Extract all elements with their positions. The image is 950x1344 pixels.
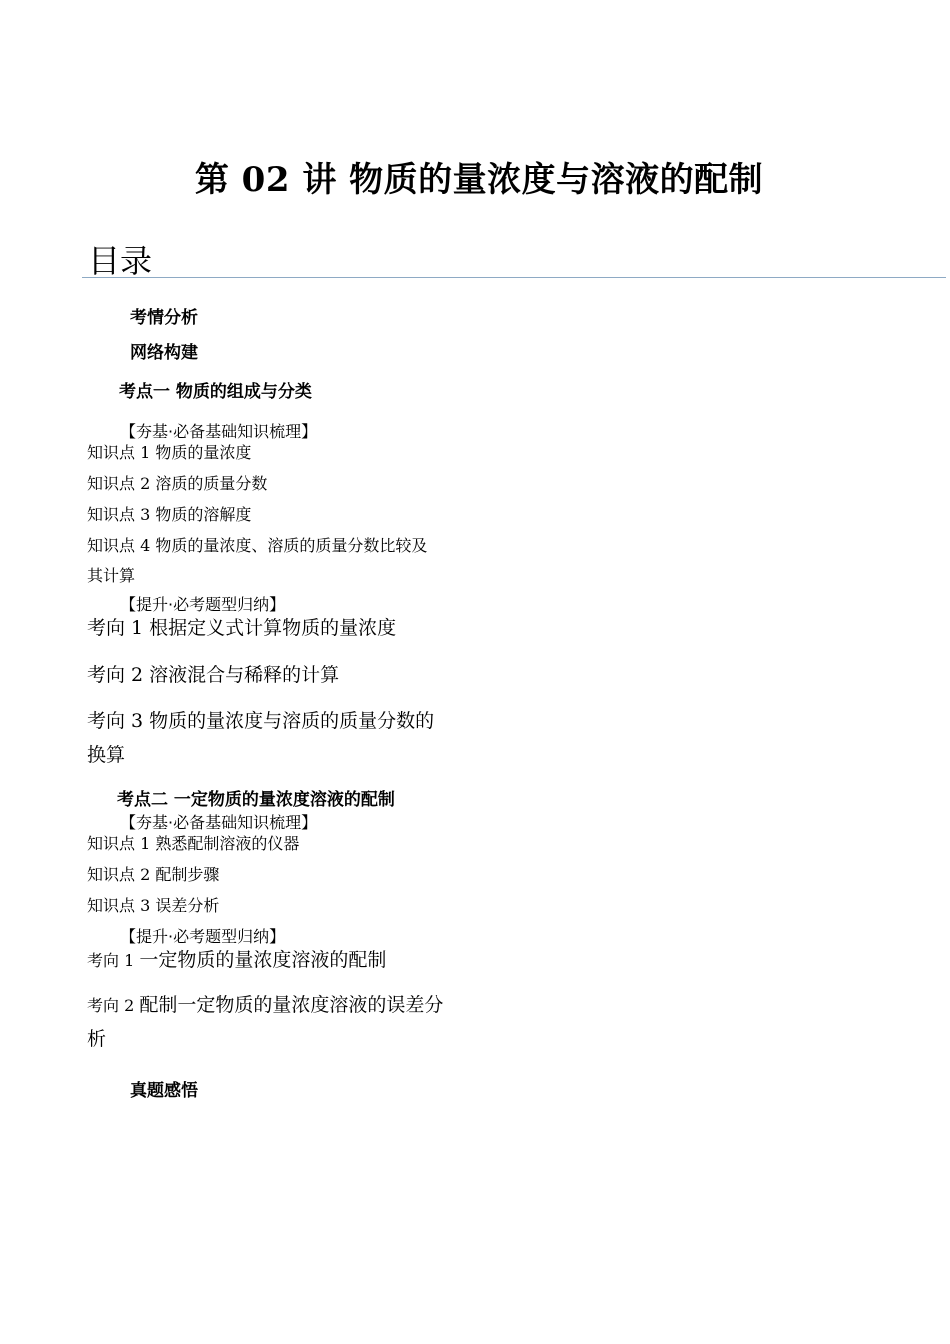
toc-item-analysis[interactable]: 考情分析 xyxy=(130,308,198,328)
toc-point1-knowledge-4[interactable]: 知识点 4 物质的量浓度、溶质的质量分数比较及 xyxy=(87,536,428,555)
direction-prefix: 考向 2 xyxy=(87,996,140,1015)
toc-point1-knowledge-1[interactable]: 知识点 1 物质的量浓度 xyxy=(87,443,252,462)
toc-item-network[interactable]: 网络构建 xyxy=(130,343,198,363)
toc-point2-direction-2[interactable] xyxy=(87,994,443,1017)
toc-item-real-exam[interactable]: 真题感悟 xyxy=(130,1081,198,1101)
toc-heading: 目录 xyxy=(88,242,153,280)
toc-point2-basics[interactable]: 【夯基·必备基础知识梳理】 xyxy=(120,813,318,832)
toc-point2-knowledge-3[interactable]: 知识点 3 误差分析 xyxy=(87,896,220,915)
toc-point1-improve[interactable]: 【提升·必考题型归纳】 xyxy=(120,595,286,614)
toc-divider xyxy=(82,277,946,278)
toc-point1-direction-3[interactable]: 考向 3 物质的量浓度与溶质的质量分数的 xyxy=(87,710,435,732)
toc-point2-direction-2-cont[interactable]: 析 xyxy=(87,1028,107,1050)
toc-point2-improve[interactable]: 【提升·必考题型归纳】 xyxy=(120,927,286,946)
toc-point1-knowledge-2[interactable]: 知识点 2 溶质的质量分数 xyxy=(87,474,268,493)
toc-point1-knowledge-4-cont[interactable]: 其计算 xyxy=(87,566,136,585)
toc-point1-direction-2[interactable]: 考向 2 溶液混合与稀释的计算 xyxy=(87,664,340,686)
toc-point1-knowledge-3[interactable]: 知识点 3 物质的溶解度 xyxy=(87,505,252,524)
toc-point1-direction-1[interactable]: 考向 1 根据定义式计算物质的量浓度 xyxy=(87,617,397,639)
toc-point2-knowledge-2[interactable]: 知识点 2 配制步骤 xyxy=(87,865,220,884)
direction-text: 一定物质的量浓度溶液的配制 xyxy=(139,949,387,971)
document-title: 第 02 讲 物质的量浓度与溶液的配制 xyxy=(194,160,764,200)
toc-point2-knowledge-1[interactable]: 知识点 1 熟悉配制溶液的仪器 xyxy=(87,834,300,853)
toc-point2-heading[interactable]: 考点二 一定物质的量浓度溶液的配制 xyxy=(117,790,395,810)
direction-text: 配制一定物质的量浓度溶液的误差分 xyxy=(139,994,444,1016)
toc-point1-heading[interactable]: 考点一 物质的组成与分类 xyxy=(119,382,312,402)
toc-point1-direction-3-cont[interactable]: 换算 xyxy=(87,744,126,766)
direction-prefix: 考向 1 xyxy=(87,951,140,970)
toc-point2-direction-1[interactable] xyxy=(87,949,386,972)
toc-point1-basics[interactable]: 【夯基·必备基础知识梳理】 xyxy=(120,422,318,441)
